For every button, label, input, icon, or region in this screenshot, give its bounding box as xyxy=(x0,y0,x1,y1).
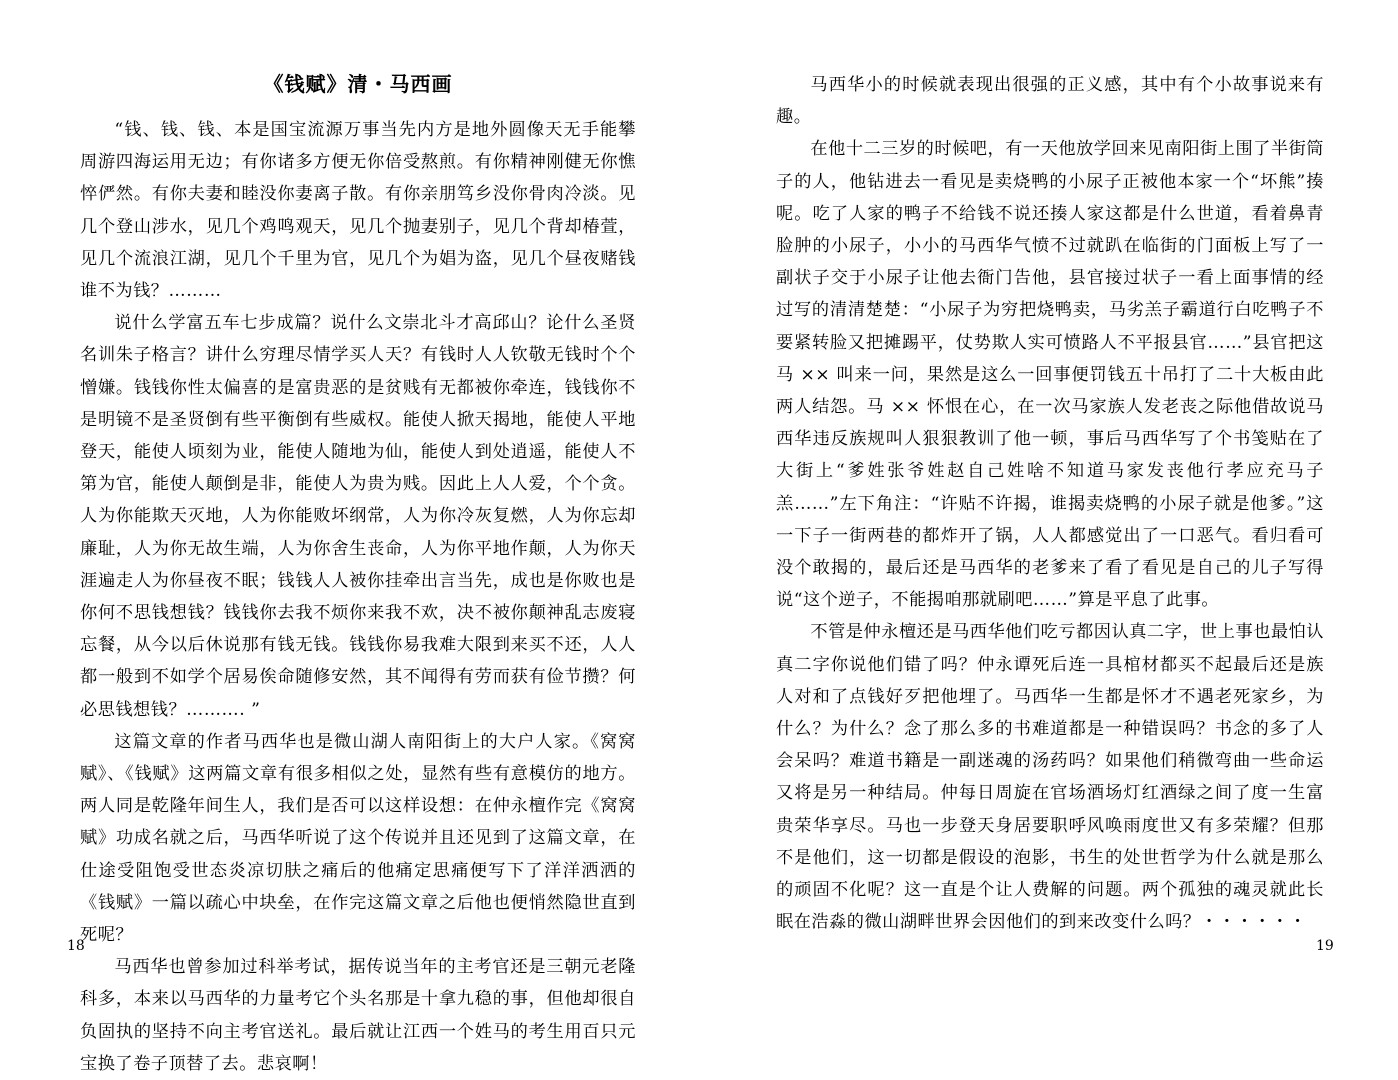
paragraph: 不管是仲永檀还是马西华他们吃亏都因认真二字，世上事也最怕认真二字你说他们错了吗？仲永谭死后连一具棺材都买不起最后还是族人对和了点钱好歹把他埋了。马西华一生都是怀才不遇老死家乡，为什么？为什么？念了那么多的书难道都是一种错误吗？书念的多了人会呆吗？难道书籍是一副迷魂的汤药吗？如果他们稍微弯曲一些命运又将是另一种结局。仲每日周旋在官场酒场灯红酒绿之间了度一生富贵荣华享尽。马也一步登天身居要职呼风唤雨度世又有多荣耀？但那不是他们，这一切都是假设的泡影，书生的处世哲学为什么就是那么的顽固不化呢？这一直是个让人费解的问题。两个孤独的魂灵就此长眠在浩淼的微山湖畔世界会因他们的到来改变什么吗？・・・・・・ xyxy=(776,622,1324,933)
right-page xyxy=(699,0,1398,982)
paragraph: 马西华小的时候就表现出很强的正义感，其中有个小故事说来有趣。 xyxy=(776,75,1324,128)
left-page-body xyxy=(80,114,636,1080)
page-number-right: 19 xyxy=(1316,938,1334,954)
paragraph: 在他十二三岁的时候吧，有一天他放学回来见南阳街上围了半街筒子的人，他钻进去一看见是卖烧鸭的小尿子正被他本家一个“坏熊”揍呢。吃了人家的鸭子不给钱不说还揍人家这都是什么世道，看着鼻青脸肿的小尿子，小小的马西华气愤不过就趴在临街的门面板上写了一副状子交于小尿子让他去衙门告他，县官接过状子一看上面事情的经过写的清清楚楚：“小尿子为穷把烧鸭卖，马劣羔子霸道行白吃鸭子不要紧转脸又把摊踢平，仗势欺人实可愤路人不平报县官……”县官把这马 ×× 叫来一问，果然是这么一回事便罚钱五十吊打了二十大板由此两人结怨。马 ×× 怀恨在心，在一次马家族人发老丧之际他借故说马西华违反族规叫人狠狠教训了他一顿，事后马西华写了个书笺贴在了大街上“爹姓张爷姓赵自己姓啥不知道马家发丧他行孝应充马子羔……”左下角注：“许贴不许揭，谁揭卖烧鸭的小尿子就是他爹。”这一下子一街两巷的都炸开了锅，人人都感觉出了一口恶气。看归看可没个敢揭的，最后还是马西华的老爹来了看了看见是自己的儿子写得说“这个逆子，不能揭咱那就刷吧……”算是平息了此事。 xyxy=(776,139,1324,611)
paragraph: 说什么学富五车七步成篇？说什么文崇北斗才高邱山？论什么圣贤名训朱子格言？讲什么穷理尽情学买人天？有钱时人人钦敬无钱时个个憎嫌。钱钱你性太偏喜的是富贵恶的是贫贱有无都被你牵连，钱钱你不是明镜不是圣贤倒有些平衡倒有些威权。能使人掀天揭地，能使人平地登天，能使人顷刻为业，能使人随地为仙，能使人到处逍遥，能使人不第为官，能使人颠倒是非，能使人为贵为贱。因此上人人爱，个个贪。人为你能欺天灭地，人为你能败坏纲常，人为你冷灰复燃，人为你忘却廉耻，人为你无故生端，人为你舍生丧命，人为你平地作颠，人为你天涯遍走人为你昼夜不眠；钱钱人人被你挂牵出言当先，成也是你败也是你何不思钱想钱？钱钱你去我不烦你来我不欢，决不被你颠神乱志废寝忘餐，从今以后休说那有钱无钱。钱钱你易我难大限到来买不还，人人都一般到不如学个居易俟命随修安然，其不闻得有劳而获有俭节攒？何必思钱想钱？………. ” xyxy=(80,313,636,720)
page-number-left: 18 xyxy=(67,938,85,954)
article-title: 《钱赋》清・马西画 xyxy=(263,72,453,96)
left-page xyxy=(0,0,699,1074)
paragraph: 这篇文章的作者马西华也是微山湖人南阳街上的大户人家。《窝窝赋》、《钱赋》这两篇文章有很多相似之处，显然有些有意模仿的地方。两人同是乾隆年间生人，我们是否可以这样设想：在仲永檀作完《窝窝赋》功成名就之后，马西华听说了这个传说并且还见到了这篇文章，在仕途受阻饱受世态炎凉切肤之痛后的他痛定思痛便写下了洋洋洒洒的《钱赋》一篇以疏心中块垒，在作完这篇文章之后他也便悄然隐世直到死呢？ xyxy=(80,731,636,946)
paragraph: 马西华也曾参加过科举考试，据传说当年的主考官还是三朝元老隆科多，本来以马西华的力量考它个头名那是十拿九稳的事，但他却很自负固执的坚持不向主考官送礼。最后就让江西一个姓马的考生用百只元宝换了卷子顶替了去。悲哀啊！ xyxy=(80,957,636,1074)
paragraph: “钱、钱、钱、本是国宝流源万事当先内方是地外圆像天无手能攀周游四海运用无边；有你诸多方便无你倍受熬煎。有你精神刚健无你憔悴俨然。有你夫妻和睦没你妻离子散。有你亲朋笃乡没你骨肉冷淡。见几个登山涉水，见几个鸡鸣观天，见几个抛妻别子，见几个背却椿萱，见几个流浪江湖，见几个千里为官，见几个为娼为盗，见几个昼夜赌钱谁不为钱？……… xyxy=(80,120,636,302)
right-page-body xyxy=(776,69,1324,938)
